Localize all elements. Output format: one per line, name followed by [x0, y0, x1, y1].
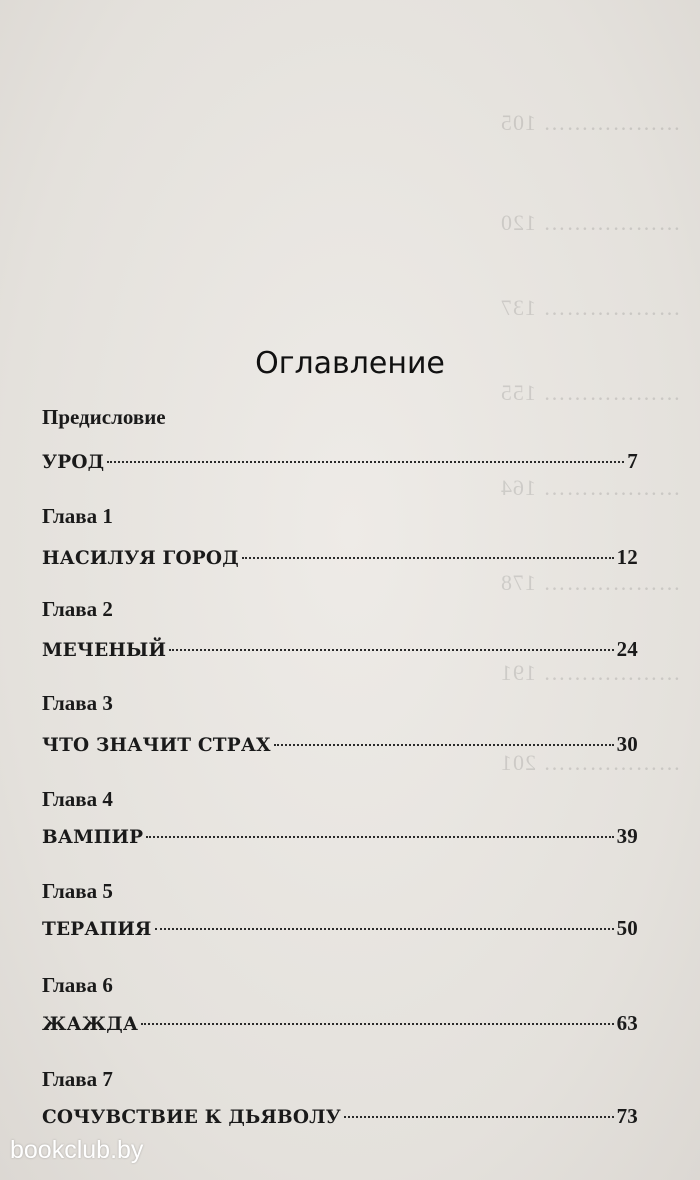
page-number: 63 — [616, 1011, 638, 1035]
toc-entry: ВАМПИР 39 — [42, 824, 638, 848]
toc-entry: МЕЧЕНЫЙ 24 — [42, 637, 638, 661]
page-number: 73 — [616, 1104, 638, 1128]
bleed-through-text: ……………… 105 ……………… 120 ……………… 137 ……………… 155 ……………… 164 ……………… 178 ……………… 191 ……………… 201 — [499, 110, 680, 775]
dot-leader — [146, 836, 613, 838]
toc-heading: Оглавление — [255, 346, 445, 381]
page-number: 12 — [616, 545, 638, 569]
chapter-label: Глава 7 — [42, 1067, 113, 1091]
dot-leader — [107, 461, 624, 463]
toc-entry: ЧТО ЗНАЧИТ СТРАХ 30 — [42, 732, 638, 756]
page-number: 50 — [616, 916, 638, 940]
toc-entry: СОЧУВСТВИЕ К ДЬЯВОЛУ 73 — [42, 1104, 638, 1128]
chapter-label: Глава 3 — [42, 691, 113, 715]
dot-leader — [155, 928, 614, 930]
toc-entry: ТЕРАПИЯ 50 — [42, 916, 638, 940]
toc-entry: НАСИЛУЯ ГОРОД 12 — [42, 545, 638, 569]
dot-leader — [169, 649, 613, 651]
page-number: 7 — [627, 449, 638, 473]
dot-leader — [242, 557, 614, 559]
chapter-label: Глава 5 — [42, 879, 113, 903]
toc-entry: УРОД 7 — [42, 449, 638, 473]
preface-label: Предисловие — [42, 405, 166, 429]
chapter-label: Глава 6 — [42, 973, 113, 997]
chapter-label: Глава 4 — [42, 787, 113, 811]
toc-entry: ЖАЖДА 63 — [42, 1011, 638, 1035]
dot-leader — [141, 1023, 613, 1025]
site-watermark: bookclub.by — [10, 1136, 144, 1164]
page-number: 24 — [616, 637, 638, 661]
dot-leader — [344, 1116, 614, 1118]
dot-leader — [274, 744, 614, 746]
page-number: 39 — [616, 824, 638, 848]
chapter-label: Глава 1 — [42, 504, 113, 528]
chapter-label: Глава 2 — [42, 597, 113, 621]
page-number: 30 — [616, 732, 638, 756]
